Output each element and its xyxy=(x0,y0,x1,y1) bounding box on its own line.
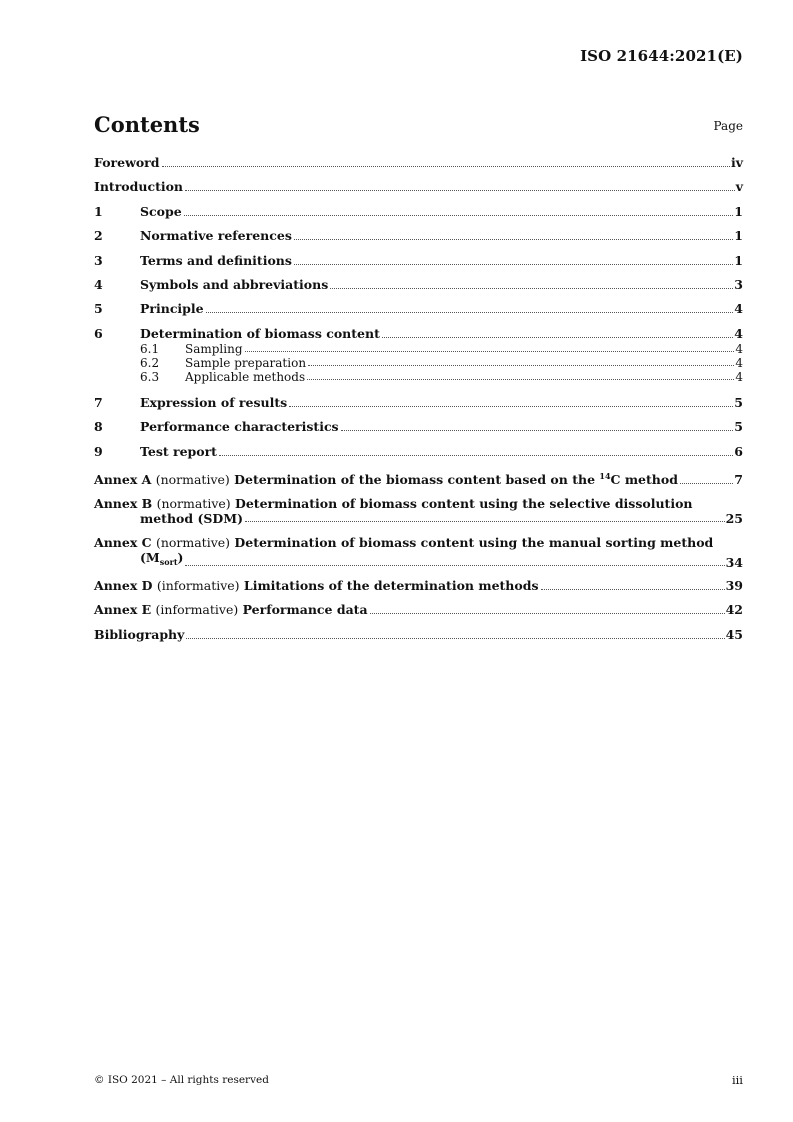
annex-type: (normative) xyxy=(156,496,231,512)
toc-page: 45 xyxy=(725,626,743,642)
toc-title: Applicable methods xyxy=(185,369,306,384)
toc-title-line1 xyxy=(94,496,743,511)
toc-number: 6.2 xyxy=(140,355,160,370)
annex-title-cont xyxy=(140,550,183,570)
leader-dots xyxy=(308,365,734,366)
toc-number: 6.1 xyxy=(140,341,160,356)
toc-entry-sample-preparation[interactable] xyxy=(94,356,743,370)
toc-entry-scope[interactable] xyxy=(94,204,743,220)
leader-dots xyxy=(341,430,734,431)
toc-title: Determination of biomass content xyxy=(140,325,380,341)
toc-number: 7 xyxy=(94,394,103,410)
toc-page: 5 xyxy=(734,394,743,410)
toc-title: Introduction xyxy=(94,179,184,195)
toc-title xyxy=(94,468,678,488)
leader-dots xyxy=(184,215,734,216)
toc-number: 9 xyxy=(94,443,103,459)
toc-number: 4 xyxy=(94,276,103,292)
leader-dots xyxy=(245,351,735,352)
toc-page: 4 xyxy=(735,369,743,384)
toc-page: 25 xyxy=(725,511,743,527)
toc-page: 4 xyxy=(735,341,743,356)
contents-heading: Contents xyxy=(94,112,200,137)
leader-dots xyxy=(680,483,733,484)
annex-title: Determination of biomass content using the manual sorting method xyxy=(234,534,714,550)
toc-page: 1 xyxy=(734,228,743,244)
annex-type: (normative) xyxy=(155,534,231,550)
annex-title: Performance data xyxy=(242,602,368,618)
toc-entry-annex-b[interactable] xyxy=(94,496,743,526)
leader-dots xyxy=(185,190,735,191)
toc-entry-foreword[interactable] xyxy=(94,155,743,171)
annex-title: Limitations of the determination methods xyxy=(243,578,539,594)
toc-page: iv xyxy=(730,155,743,170)
toc-title: Principle xyxy=(140,301,204,317)
toc-page: 39 xyxy=(725,578,743,594)
page-number: iii xyxy=(731,1073,743,1087)
toc-title: Terms and definitions xyxy=(140,252,292,268)
toc-title-line2 xyxy=(94,550,743,570)
toc-entry-determination[interactable] xyxy=(94,326,743,342)
annex-title-cont: method (SDM) xyxy=(140,511,244,527)
leader-dots xyxy=(294,239,733,240)
toc-entry-symbols-abbreviations[interactable] xyxy=(94,277,743,293)
toc-entry-expression-of-results[interactable] xyxy=(94,395,743,411)
leader-dots xyxy=(382,337,733,338)
toc-entry-applicable-methods[interactable] xyxy=(94,370,743,384)
leader-dots xyxy=(370,613,725,614)
toc-title: Sample preparation xyxy=(185,355,307,370)
superscript: 14 xyxy=(599,470,611,481)
page-column-label: Page xyxy=(713,119,743,133)
annex-label: Annex C xyxy=(94,534,152,550)
leader-dots xyxy=(330,288,733,289)
annex-label: Annex E xyxy=(94,602,152,618)
toc-page: 5 xyxy=(734,419,743,435)
toc-number: 1 xyxy=(94,203,103,219)
leader-dots xyxy=(289,406,733,407)
annex-type: (normative) xyxy=(155,471,230,487)
toc-title: Expression of results xyxy=(140,394,288,410)
leader-dots xyxy=(185,565,724,566)
toc-page: 3 xyxy=(734,276,743,292)
toc-page: 42 xyxy=(725,602,743,618)
toc-page: 7 xyxy=(734,471,743,487)
leader-dots xyxy=(307,379,734,380)
toc-entry-sampling[interactable] xyxy=(94,342,743,356)
toc-entry-principle[interactable] xyxy=(94,301,743,317)
toc-title: Performance characteristics xyxy=(140,419,339,435)
toc-page: 6 xyxy=(734,443,743,459)
toc-title: Normative references xyxy=(140,228,292,244)
annex-title-pre: (M xyxy=(140,549,160,565)
toc-entry-test-report[interactable] xyxy=(94,444,743,460)
toc-title: Bibliography xyxy=(94,626,185,642)
toc-title: Scope xyxy=(140,203,182,219)
toc-entry-annex-a[interactable] xyxy=(94,468,743,488)
leader-dots xyxy=(219,455,733,456)
toc-title xyxy=(94,578,539,594)
annex-label: Annex A xyxy=(94,471,152,487)
leader-dots xyxy=(206,312,734,313)
toc-page: v xyxy=(735,179,743,195)
annex-label: Annex B xyxy=(94,496,153,512)
toc-page: 1 xyxy=(734,203,743,219)
toc-title: Foreword xyxy=(94,155,160,170)
toc-page: 34 xyxy=(725,554,743,570)
leader-dots xyxy=(294,264,733,265)
toc-title xyxy=(94,602,368,618)
table-of-contents xyxy=(94,155,743,651)
toc-page: 4 xyxy=(734,301,743,317)
annex-title: Determination of biomass content using the selective dissolution xyxy=(235,496,693,512)
toc-number: 6 xyxy=(94,325,103,341)
annex-title-end: C method xyxy=(610,471,678,487)
toc-entry-introduction[interactable] xyxy=(94,179,743,195)
annex-type: (informative) xyxy=(155,602,239,618)
toc-entry-bibliography[interactable] xyxy=(94,627,743,643)
toc-entry-terms-definitions[interactable] xyxy=(94,253,743,269)
toc-page: 4 xyxy=(734,325,743,341)
leader-dots xyxy=(186,638,724,639)
toc-title: Sampling xyxy=(185,341,243,356)
toc-title: Test report xyxy=(140,443,217,459)
toc-entry-performance-characteristics[interactable] xyxy=(94,419,743,435)
toc-title: Symbols and abbreviations xyxy=(140,276,329,292)
toc-page: 1 xyxy=(734,252,743,268)
annex-title: Determination of the biomass content based on the xyxy=(234,471,600,487)
toc-page: 4 xyxy=(735,355,743,370)
toc-number: 2 xyxy=(94,228,103,244)
toc-number: 6.3 xyxy=(140,369,160,384)
toc-entry-annex-d[interactable] xyxy=(94,578,743,594)
subscript: sort xyxy=(159,556,178,567)
leader-dots xyxy=(162,166,730,167)
annex-title-post: ) xyxy=(177,549,184,565)
annex-label: Annex D xyxy=(94,578,153,594)
toc-title-line2 xyxy=(94,511,743,526)
leader-dots xyxy=(541,589,725,590)
toc-number: 5 xyxy=(94,301,103,317)
toc-title-line1 xyxy=(94,535,743,550)
toc-entry-annex-c[interactable] xyxy=(94,535,743,570)
toc-number: 3 xyxy=(94,252,103,268)
toc-number: 8 xyxy=(94,419,103,435)
copyright-notice: © ISO 2021 – All rights reserved xyxy=(94,1074,269,1086)
leader-dots xyxy=(245,521,725,522)
toc-entry-annex-e[interactable] xyxy=(94,602,743,618)
annex-type: (informative) xyxy=(156,578,240,594)
toc-entry-normative-references[interactable] xyxy=(94,228,743,244)
document-id: ISO 21644:2021(E) xyxy=(580,47,743,65)
